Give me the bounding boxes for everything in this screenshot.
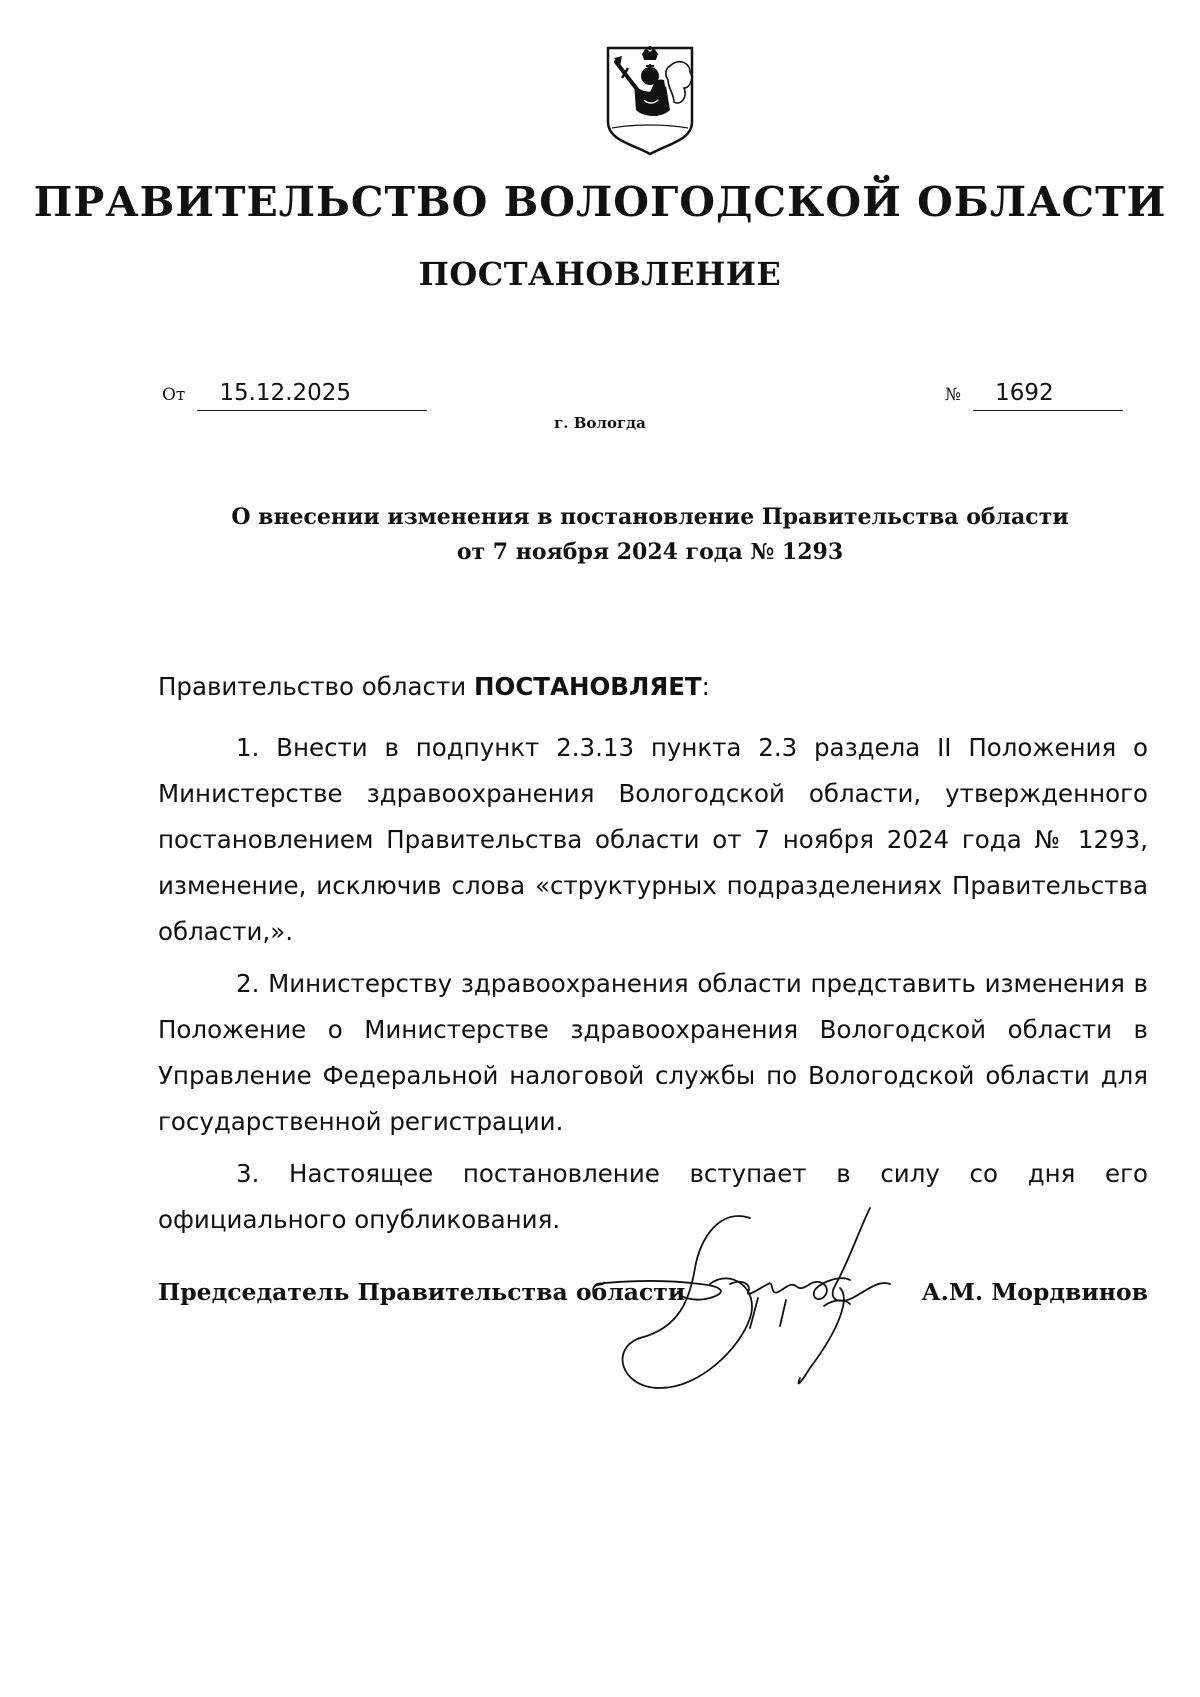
intro-paragraph [158, 664, 1148, 710]
document-subject [0, 500, 1200, 570]
decree-item: 3. Настоящее постановление вступает в силу со дня его официального опубликования. [158, 1159, 1148, 1234]
date-value: 15.12.2025 [197, 378, 427, 411]
signatory-position: Председатель Правительства области [158, 1278, 686, 1306]
subject-line-1: О внесении изменения в постановление Правительства области [231, 504, 1069, 530]
intro-colon: : [701, 672, 710, 701]
city: г. Вологда [554, 414, 646, 432]
intro-text: Правительство области [158, 672, 474, 701]
document-date [162, 378, 427, 411]
government-title: ПРАВИТЕЛЬСТВО ВОЛОГОДСКОЙ ОБЛАСТИ [33, 178, 1167, 226]
vologda-coat-of-arms-icon [604, 44, 696, 158]
date-prefix: От [162, 385, 186, 405]
subject-line-2: от 7 ноября 2024 года № 1293 [456, 539, 844, 565]
number-value: 1692 [973, 378, 1123, 411]
signatory-name: А.М. Мордвинов [921, 1278, 1148, 1306]
document-number [945, 378, 1123, 411]
handwritten-signature-icon [600, 1188, 940, 1418]
number-prefix: № [945, 385, 962, 405]
decree-item: 1. Внести в подпункт 2.3.13 пункта 2.3 раздела II Положения о Министерстве здравоохранения Вологодской области, утвержденного постановлением Правительства области от 7 ноября 2024 года № 1293, изменение, исключив слова «структурных подразделениях Правительства области,». [158, 733, 1148, 946]
decree-item: 2. Министерству здравоохранения области представить изменения в Положение о Министерстве здравоохранения Вологодской области в Управление Федеральной налоговой службы по Вологодской области для государственной регистрации. [158, 969, 1148, 1136]
decree-keyword: ПОСТАНОВЛЯЕТ [473, 672, 702, 701]
document-body [158, 664, 1148, 1243]
document-type: ПОСТАНОВЛЕНИЕ [418, 255, 782, 293]
